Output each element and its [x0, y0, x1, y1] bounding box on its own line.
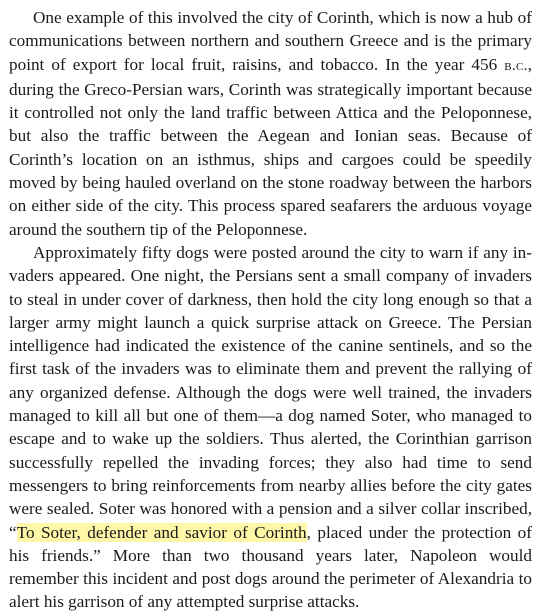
paragraph-2-text-a: Approximately fifty dogs were posted around the city to warn if any invaders appeared. One night, the Persians sent a small company of invaders to steal in under cover of darkness, then hold the city long enough so that a larger army might launch a quick surprise attack on Greece. The Persian intelligence had indicated the existence of the canine sentinels, and so the first task of the invaders was to eliminate them and prevent the rallying of any organized defense. Although the dogs were well trained, the invaders managed to kill all but one of them—a dog named Soter, who managed to escape and to wake up the soldiers. Thus alerted, the Corinthian garrison successfully repelled the invading forces; they also had time to send messengers to bring reinforcements from nearby allies before the city gates were sealed. Soter was honored with a pension and a silver collar inscribed, “ [9, 242, 532, 542]
paragraph-soter-story [9, 241, 532, 614]
highlighted-inscription: To Soter, defender and savior of Corinth [16, 522, 307, 542]
era-abbreviation: b.c. [504, 57, 528, 74]
paragraph-2-text-b: , placed under the protection of his friends.” More than two thousand years later, Napoleon would remember this incident and post dogs around the perimeter of Alexandria to alert his garrison of any attempted surprise attacks. [9, 522, 532, 612]
paragraph-corinth-geography [9, 6, 532, 241]
paragraph-1-text-a: One example of this involved the city of Corinth, which is now a hub of communications between northern and southern Greece and is the primary point of export for local fruit, raisins, and tobacco. In the year 456 [9, 8, 532, 74]
paragraph-1-text-b: , during the Greco-Persian wars, Corinth was strategically important because it controlled not only the land traffic between Attica and the Peloponnese, but also the traffic between the Aegean and Ionian seas. Because of Corinth’s location on an isthmus, ships and cargoes could be speedily moved by being hauled overland on the stone roadway between the harbors on either side of the city. This process spared seafarers the arduous voyage around the southern tip of the Peloponnese. [9, 54, 532, 239]
